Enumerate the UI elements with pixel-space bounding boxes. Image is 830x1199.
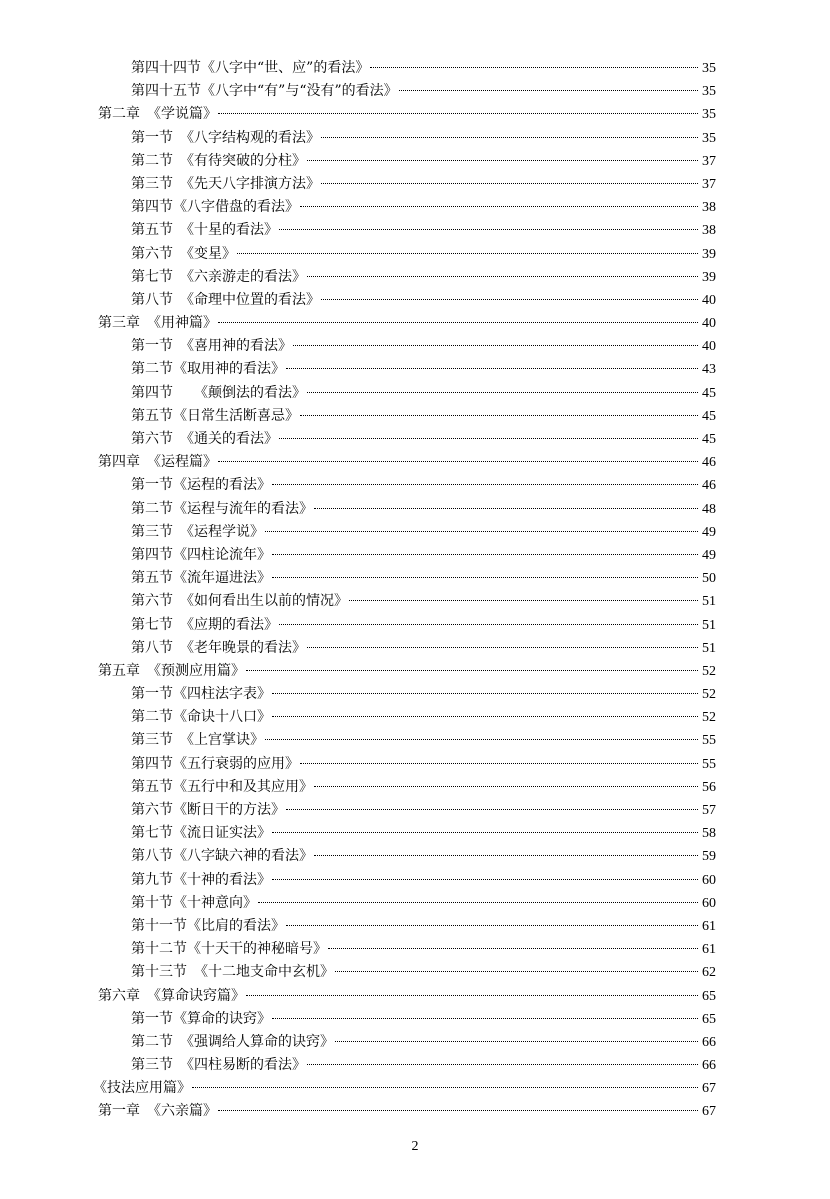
- toc-entry-page: 66: [702, 1034, 716, 1050]
- dot-leader: [246, 995, 698, 996]
- toc-entry-title: 第八节《八字缺六神的看法》: [131, 848, 313, 865]
- toc-entry-title: 第五章 《预测应用篇》: [98, 662, 245, 679]
- toc-entry-page: 59: [702, 849, 716, 865]
- toc-entry-section[interactable]: [0, 892, 716, 915]
- dot-leader: [307, 392, 698, 393]
- toc-entry-page: 52: [702, 663, 716, 679]
- toc-entry-section[interactable]: [0, 474, 716, 497]
- toc-entry-section[interactable]: [0, 219, 716, 242]
- toc-entry-section[interactable]: [0, 845, 716, 868]
- toc-entry-page: 35: [702, 107, 716, 123]
- page-number: 2: [411, 1139, 419, 1154]
- dot-leader: [272, 484, 698, 485]
- toc-entry-section[interactable]: [0, 335, 716, 358]
- toc-entry-section[interactable]: [0, 822, 716, 845]
- toc-entry-page: 43: [702, 362, 716, 378]
- dot-leader: [370, 67, 698, 68]
- toc-entry-page: 56: [702, 779, 716, 795]
- dot-leader: [307, 647, 698, 648]
- toc-entry-section[interactable]: [0, 637, 716, 660]
- toc-entry-title: 第三章 《用神篇》: [98, 315, 217, 332]
- toc-entry-title: 第四章 《运程篇》: [98, 454, 217, 471]
- dot-leader: [218, 461, 698, 462]
- dot-leader: [272, 832, 698, 833]
- toc-entry-page: 40: [702, 339, 716, 355]
- toc-entry-page: 52: [702, 710, 716, 726]
- toc-entry-title: 第三节 《先天八字排演方法》: [131, 175, 320, 192]
- toc-entry-section[interactable]: [0, 173, 716, 196]
- toc-entry-section[interactable]: [0, 1054, 716, 1077]
- toc-entry-chapter[interactable]: [0, 451, 716, 474]
- toc-entry-part[interactable]: [0, 1077, 716, 1100]
- toc-entry-page: 45: [702, 432, 716, 447]
- toc-entry-title: 第五节《五行中和及其应用》: [131, 778, 313, 795]
- toc-entry-page: 40: [702, 316, 716, 332]
- dot-leader: [286, 368, 698, 369]
- toc-entry-page: 65: [702, 1011, 716, 1027]
- toc-entry-page: 61: [702, 918, 716, 934]
- toc-entry-title: 第一节 《八字结构观的看法》: [131, 129, 320, 146]
- dot-leader: [218, 113, 698, 114]
- toc-entry-section[interactable]: [0, 382, 716, 405]
- dot-leader: [314, 855, 698, 856]
- toc-entry-title: 第十二节《十天干的神秘暗号》: [131, 941, 327, 958]
- toc-entry-page: 39: [702, 269, 716, 285]
- toc-entry-page: 52: [702, 687, 716, 703]
- toc-entry-title: 第四十五节《八字中“有”与“没有”的看法》: [131, 83, 398, 100]
- toc-entry-page: 66: [702, 1058, 716, 1074]
- toc-entry-section[interactable]: [0, 753, 716, 776]
- toc-entry-title: 第五节《日常生活断喜忌》: [131, 407, 299, 424]
- toc-entry-section[interactable]: [0, 498, 716, 521]
- toc-entry-title: 第五节《流年逼进法》: [131, 570, 271, 587]
- toc-entry-chapter[interactable]: [0, 660, 716, 683]
- toc-entry-title: 第七节《流日证实法》: [131, 825, 271, 842]
- dot-leader: [314, 508, 698, 509]
- toc-entry-title: 第四十四节《八字中“世、应”的看法》: [131, 60, 370, 76]
- toc-entry-section[interactable]: [0, 150, 716, 173]
- toc-entry-title: 第二节 《强调给人算命的诀窍》: [131, 1033, 334, 1050]
- toc-entry-title: 第一节 《喜用神的看法》: [131, 338, 292, 355]
- toc-entry-page: 51: [702, 640, 716, 656]
- toc-entry-title: 第二节《运程与流年的看法》: [131, 500, 313, 517]
- table-of-contents: [0, 57, 830, 1124]
- toc-entry-page: 57: [702, 803, 716, 818]
- toc-entry-section[interactable]: [0, 57, 716, 80]
- toc-entry-page: 45: [702, 385, 716, 401]
- toc-entry-title: 第九节《十神的看法》: [131, 871, 271, 888]
- toc-entry-page: 35: [702, 84, 716, 100]
- toc-entry-page: 60: [702, 872, 716, 888]
- toc-entry-page: 55: [702, 756, 716, 772]
- toc-entry-title: 第七节 《六亲游走的看法》: [131, 268, 306, 285]
- toc-entry-title: 第十节《十神意向》: [131, 894, 257, 911]
- toc-entry-page: 40: [702, 292, 716, 308]
- toc-entry-title: 《技法应用篇》: [93, 1080, 191, 1097]
- toc-entry-section[interactable]: [0, 776, 716, 799]
- toc-entry-page: 55: [702, 733, 716, 749]
- toc-entry-section[interactable]: [0, 683, 716, 706]
- toc-entry-title: 第五节 《十星的看法》: [131, 222, 278, 239]
- toc-entry-page: 67: [702, 1104, 716, 1120]
- toc-entry-title: 第六章 《算命诀窍篇》: [98, 987, 245, 1004]
- dot-leader: [279, 438, 698, 439]
- dot-leader: [300, 415, 698, 416]
- dot-leader: [237, 253, 698, 254]
- toc-entry-chapter[interactable]: [0, 1100, 716, 1123]
- dot-leader: [218, 322, 698, 323]
- toc-entry-page: 38: [702, 200, 716, 216]
- toc-entry-section[interactable]: [0, 544, 716, 567]
- dot-leader: [307, 1064, 698, 1065]
- toc-entry-title: 第四节《五行衰弱的应用》: [131, 755, 299, 772]
- toc-entry-section[interactable]: [0, 243, 716, 266]
- toc-entry-title: 第七节 《应期的看法》: [131, 616, 278, 633]
- toc-entry-page: 39: [702, 246, 716, 262]
- dot-leader: [279, 624, 698, 625]
- toc-entry-title: 第六节 《变星》: [131, 245, 236, 262]
- toc-entry-title: 第八节 《命理中位置的看法》: [131, 291, 320, 308]
- dot-leader: [279, 229, 698, 230]
- dot-leader: [349, 600, 698, 601]
- toc-entry-title: 第十一节《比肩的看法》: [131, 917, 285, 934]
- toc-entry-title: 第四节 《颠倒法的看法》: [131, 384, 306, 401]
- toc-entry-page: 48: [702, 501, 716, 517]
- toc-entry-section[interactable]: [0, 80, 716, 103]
- toc-entry-section[interactable]: [0, 729, 716, 752]
- toc-entry-section[interactable]: [0, 428, 716, 451]
- toc-entry-title: 第八节 《老年晚景的看法》: [131, 639, 306, 656]
- toc-entry-section[interactable]: [0, 938, 716, 961]
- toc-entry-chapter[interactable]: [0, 103, 716, 126]
- toc-entry-page: 49: [702, 547, 716, 563]
- toc-entry-title: 第六节 《通关的看法》: [131, 431, 278, 447]
- toc-entry-title: 第一章 《六亲篇》: [98, 1103, 217, 1120]
- dot-leader: [314, 786, 698, 787]
- dot-leader: [265, 739, 698, 740]
- toc-entry-page: 67: [702, 1081, 716, 1097]
- toc-entry-title: 第一节《运程的看法》: [131, 477, 271, 494]
- dot-leader: [399, 90, 698, 91]
- dot-leader: [300, 206, 698, 207]
- toc-entry-section[interactable]: [0, 405, 716, 428]
- dot-leader: [218, 1110, 698, 1111]
- toc-entry-page: 35: [702, 61, 716, 76]
- toc-entry-section[interactable]: [0, 289, 716, 312]
- dot-leader: [300, 763, 698, 764]
- toc-entry-page: 51: [702, 594, 716, 610]
- toc-entry-page: 51: [702, 617, 716, 633]
- dot-leader: [335, 971, 698, 972]
- toc-entry-title: 第一节《算命的诀窍》: [131, 1010, 271, 1027]
- toc-entry-title: 第三节 《四柱易断的看法》: [131, 1057, 306, 1074]
- toc-entry-section[interactable]: [0, 1031, 716, 1054]
- toc-entry-title: 第二章 《学说篇》: [98, 106, 217, 123]
- dot-leader: [272, 554, 698, 555]
- dot-leader: [272, 1018, 698, 1019]
- toc-entry-page: 46: [702, 455, 716, 471]
- dot-leader: [286, 809, 698, 810]
- dot-leader: [307, 160, 698, 161]
- toc-entry-chapter[interactable]: [0, 985, 716, 1008]
- toc-entry-title: 第三节 《上宫掌诀》: [131, 732, 264, 749]
- dot-leader: [321, 299, 698, 300]
- toc-entry-section[interactable]: [0, 358, 716, 381]
- toc-entry-section[interactable]: [0, 799, 716, 822]
- dot-leader: [246, 670, 698, 671]
- dot-leader: [328, 948, 698, 949]
- dot-leader: [335, 1041, 698, 1042]
- toc-entry-title: 第二节《命诀十八口》: [131, 709, 271, 726]
- toc-entry-title: 第四节《四柱论流年》: [131, 546, 271, 563]
- toc-entry-section[interactable]: [0, 127, 716, 150]
- toc-entry-section[interactable]: [0, 590, 716, 613]
- toc-entry-section[interactable]: [0, 266, 716, 289]
- toc-entry-page: 38: [702, 223, 716, 239]
- toc-entry-page: 45: [702, 408, 716, 424]
- toc-entry-section[interactable]: [0, 196, 716, 219]
- dot-leader: [192, 1087, 698, 1088]
- toc-entry-page: 60: [702, 895, 716, 911]
- toc-entry-chapter[interactable]: [0, 312, 716, 335]
- dot-leader: [265, 531, 698, 532]
- toc-entry-section[interactable]: [0, 614, 716, 637]
- toc-entry-title: 第六节《断日干的方法》: [131, 802, 285, 818]
- toc-entry-page: 35: [702, 130, 716, 146]
- dot-leader: [307, 276, 698, 277]
- toc-entry-title: 第六节 《如何看出生以前的情况》: [131, 593, 348, 610]
- toc-entry-section[interactable]: [0, 961, 716, 984]
- toc-entry-title: 第十三节 《十二地支命中玄机》: [131, 964, 334, 981]
- toc-entry-page: 46: [702, 478, 716, 494]
- toc-entry-page: 37: [702, 153, 716, 169]
- dot-leader: [293, 345, 698, 346]
- toc-entry-title: 第三节 《运程学说》: [131, 523, 264, 540]
- toc-entry-title: 第二节 《有待突破的分柱》: [131, 152, 306, 169]
- toc-entry-section[interactable]: [0, 521, 716, 544]
- toc-entry-page: 62: [702, 965, 716, 981]
- toc-entry-page: 49: [702, 524, 716, 540]
- toc-entry-section[interactable]: [0, 869, 716, 892]
- dot-leader: [286, 925, 698, 926]
- dot-leader: [321, 137, 698, 138]
- toc-entry-section[interactable]: [0, 706, 716, 729]
- toc-entry-title: 第四节《八字借盘的看法》: [131, 199, 299, 216]
- toc-entry-page: 61: [702, 942, 716, 958]
- toc-entry-title: 第一节《四柱法字表》: [131, 686, 271, 703]
- toc-entry-page: 65: [702, 988, 716, 1004]
- dot-leader: [272, 693, 698, 694]
- toc-entry-page: 37: [702, 176, 716, 192]
- dot-leader: [272, 716, 698, 717]
- dot-leader: [272, 879, 698, 880]
- toc-entry-section[interactable]: [0, 567, 716, 590]
- toc-entry-section[interactable]: [0, 1008, 716, 1031]
- toc-entry-section[interactable]: [0, 915, 716, 938]
- dot-leader: [272, 577, 698, 578]
- toc-entry-page: 50: [702, 571, 716, 587]
- dot-leader: [321, 183, 698, 184]
- dot-leader: [258, 902, 698, 903]
- toc-entry-page: 58: [702, 826, 716, 842]
- toc-entry-title: 第二节《取用神的看法》: [131, 361, 285, 378]
